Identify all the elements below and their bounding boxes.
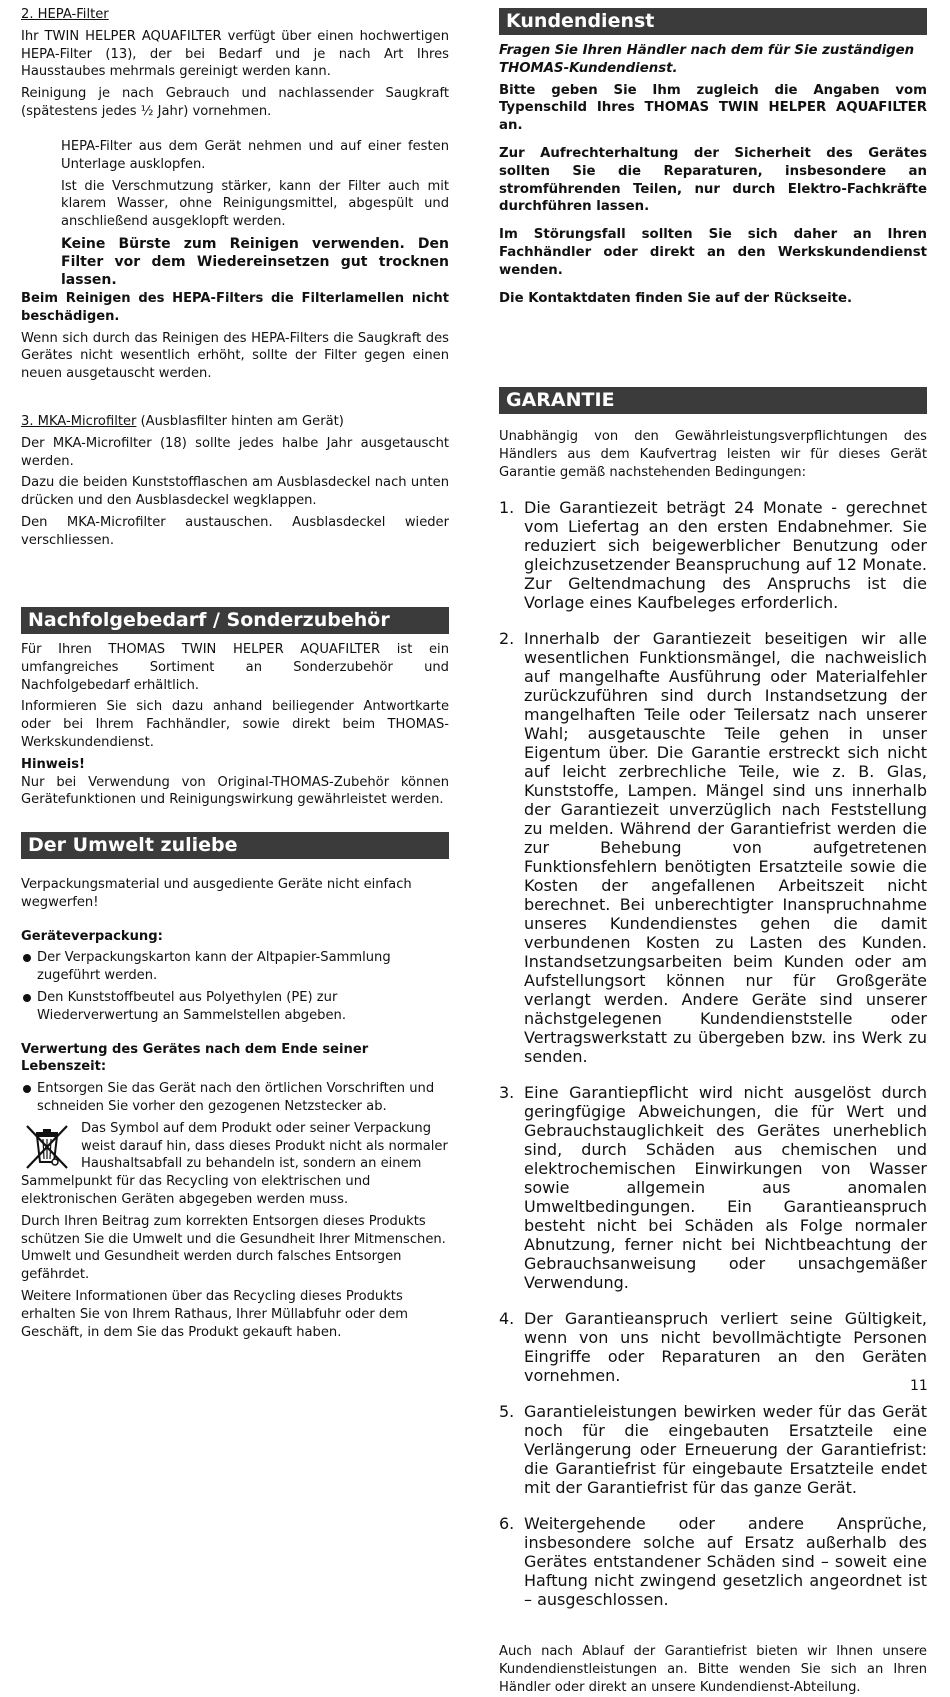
bullet-dot	[23, 994, 31, 1002]
hepa-cleaning-interval: Reinigung je nach Gebrauch und nachlassender Saugkraft (spätestens jedes ½ Jahr) vornehmen.	[21, 86, 449, 119]
hepa-replace-note: Wenn sich durch das Reinigen des HEPA-Filters die Saugkraft des Gerätes nicht wesentlich erhöht, sollte der Filter gegen einen neuen ausgetauscht werden.	[21, 330, 449, 382]
garantie-item-text: Der Garantieanspruch verliert seine Gültigkeit, wenn von uns nicht bevollmächtigte Personen Eingriffe oder Reparaturen an den Geräten vornehmen.	[524, 1309, 927, 1386]
hepa-section	[21, 6, 449, 121]
garantie-item-number: 3.	[499, 1083, 515, 1103]
garantie-section	[499, 428, 927, 1697]
kundendienst-ask-dealer: Fragen Sie Ihren Händler nach dem für Sie zuständigen THOMAS-Kundendienst.	[499, 43, 915, 76]
garantie-title: GARANTIE	[499, 387, 927, 414]
hepa-lamellae-warning: Beim Reinigen des HEPA-Filters die Filterlamellen nicht beschädigen.	[21, 291, 449, 324]
packaging-bullet-bag	[21, 989, 449, 1025]
bullet-dot	[23, 1085, 31, 1093]
packaging-subheading: Geräteverpackung:	[21, 928, 163, 944]
garantie-intro: Unabhängig von den Gewährleistungsverpflichtungen des Händlers aus dem Kaufvertrag leisten wir für dieses Gerät Garantie gemäß nachstehenden Bedingungen:	[499, 429, 927, 480]
garantie-item-number: 4.	[499, 1309, 515, 1329]
garantie-item-text: Innerhalb der Garantiezeit beseitigen wir alle wesentlichen Funktionsmängel, die nachweislich auf mangelhafte Ausführung oder Materialfehler zurückzuführen sind durch Instandsetzung der mangelhaften Teile oder Teilersatz nach unserer Wahl; ausgetauschte Teile gehen in unser Eigentum über. Die Garantie erstreckt sich nicht auf leicht zerbrechliche Teile, wie z. B. Glas, Kunststoffe, Lampen. Mängel sind uns innerhalb der Garantiezeit unverzüglich nach Feststellung zu melden. Während der Garantiefrist werden die zur Behebung von aufgetretenen Funktionsfehlern benötigten Ersatzteile sowie die Kosten der angefallenen Arbeitszeit nicht berechnet. Bei unberechtigter Inanspruchnahme unseres Kundendienstes gehen die damit verbundenen Kosten zu Lasten des Kunden. Instandsetzungsarbeiten beim Kunden oder am Aufstellungsort können nur für Großgeräte verlangt werden. Andere Geräte sind unserer nächstgelegenen Kundendienststelle oder Vertragswerkstatt zu übergeben bzw. ins Werk zu senden.	[524, 629, 927, 1067]
hepa-heading: 2. HEPA-Filter	[21, 7, 109, 22]
packaging-bullet-carton	[21, 949, 449, 985]
garantie-item-number: 1.	[499, 498, 515, 518]
weee-notice	[21, 1120, 449, 1209]
kundendienst-safety: Zur Aufrechterhaltung der Sicherheit des Gerätes sollten Sie die Reparaturen, insbesondere an stromführenden Teilen, nur durch Elektro-Fachkräfte durchführen lassen.	[499, 145, 927, 215]
garantie-item-text: Garantieleistungen bewirken weder für das Gerät noch für die eingebauten Ersatzteile eine Verlängerung oder Erneuerung der Garantiefrist: die Garantiefrist für eingebaute Ersatzteile endet mit der Garantiefrist für das ganze Gerät.	[524, 1402, 927, 1498]
crossed-out-bin-icon	[21, 1120, 73, 1172]
garantie-item	[499, 498, 927, 612]
garantie-item-number: 6.	[499, 1514, 515, 1534]
kundendienst-typeplate: Bitte geben Sie Ihm zugleich die Angaben vom Typenschild Ihres THOMAS TWIN HELPER AQUAFILTER an.	[499, 82, 927, 134]
weee-notice-text: Das Symbol auf dem Produkt oder seiner Verpackung weist darauf hin, dass dieses Produkt nicht als normaler Haushaltsabfall zu behandeln ist, sondern an einem Sammelpunkt für das Recycling von elektrischen und elektronischen Geräten abgegeben werden muss.	[21, 1120, 448, 1207]
garantie-item	[499, 1514, 927, 1609]
mka-replace-interval: Der MKA-Microfilter (18) sollte jedes halbe Jahr ausgetauscht werden.	[21, 435, 449, 469]
garantie-item-text: Eine Garantiepflicht wird nicht ausgelöst durch geringfügige Abweichungen, die für Wert und Gebrauchstauglichkeit des Gerätes unerheblich sind, durch Schäden aus chemischen und elektrochemischen Einwirkungen von Wasser sowie allgemein aus anomalen Umweltbedingungen. Ein Garantieanspruch besteht nicht bei Schäden als Folge normaler Abnutzung, ferner nicht bei Nichtbeachtung der Gebrauchsanweisung oder unsachgemäßer Verwendung.	[524, 1083, 927, 1293]
zubehoer-section	[21, 641, 449, 809]
garantie-item	[499, 1309, 927, 1385]
zubehoer-hint-label: Hinweis!	[21, 756, 85, 772]
umwelt-more-info: Weitere Informationen über das Recycling dieses Produkts erhalten Sie von Ihrem Rathaus, Ihrer Müllabfuhr oder dem Geschäft, in dem Sie das Produkt gekauft haben.	[21, 1288, 409, 1340]
kundendienst-contact-note: Die Kontaktdaten finden Sie auf der Rückseite.	[499, 290, 853, 306]
kundendienst-malfunction: Im Störungsfall sollten Sie sich daher an Ihren Fachhändler oder direkt an den Werkskundendienst wenden.	[499, 227, 927, 278]
mka-heading-note: (Ausblasfilter hinten am Gerät)	[136, 414, 344, 429]
umwelt-intro: Verpackungsmaterial und ausgediente Geräte nicht einfach wegwerfen!	[21, 877, 412, 910]
mka-heading-title: 3. MKA-Microfilter	[21, 414, 137, 429]
hepa-instructions	[21, 138, 449, 289]
hepa-instruction-knock: HEPA-Filter aus dem Gerät nehmen und auf einer festen Unterlage ausklopfen.	[61, 139, 449, 172]
zubehoer-intro: Für Ihren THOMAS TWIN HELPER AQUAFILTER ist ein umfangreiches Sortiment an Sonderzubehör und Nachfolgebedarf erhältlich.	[21, 642, 449, 693]
zubehoer-title: Nachfolgebedarf / Sonderzubehör	[21, 607, 449, 634]
kundendienst-section	[499, 42, 927, 307]
hepa-intro: Ihr TWIN HELPER AQUAFILTER verfügt über einen hochwertigen HEPA-Filter (13), der bei Bedarf und je nach Art Ihres Hausstaubes mehrmals gereinigt werden kann.	[21, 28, 449, 80]
mka-heading	[21, 413, 449, 431]
disposal-bullet	[21, 1080, 449, 1116]
garantie-item	[499, 1083, 927, 1292]
mka-exchange: Den MKA-Microfilter austauschen. Ausblasdeckel wieder verschliessen.	[21, 514, 449, 548]
garantie-item-text: Weitergehende oder andere Ansprüche, insbesondere solche auf Ersatz außerhalb des Gerätes entstandener Schäden sind – soweit eine Haftung nicht zwingend gesetzlich angeordnet ist – ausgeschlossen.	[524, 1514, 927, 1610]
hepa-notes	[21, 290, 449, 383]
umwelt-section	[21, 876, 449, 1341]
garantie-item-text: Die Garantiezeit beträgt 24 Monate - gerechnet vom Liefertag an den ersten Endabnehmer. Sie reduziert sich beigewerblicher Benutzung oder gleichzusetzender Beanspruchung auf 12 Monate. Zur Geltendmachung des Anspruchs ist die Vorlage eines Kaufbeleges erforderlich.	[524, 498, 927, 613]
mka-open-cover: Dazu die beiden Kunststofflaschen am Ausblasdeckel nach unten drücken und den Ausblasdeckel wegklappen.	[21, 475, 449, 509]
garantie-item-number: 5.	[499, 1402, 515, 1422]
garantie-outro: Auch nach Ablauf der Garantiefrist bieten wir Ihnen unsere Kundendienstleistungen an. Bitte wenden Sie sich an Ihren Händler oder direkt an unsere Kundendienst-Abteilung.	[499, 1644, 927, 1695]
garantie-item	[499, 629, 927, 1066]
page-number: 11	[910, 1378, 928, 1394]
bullet-dot	[23, 954, 31, 962]
mka-section	[21, 413, 449, 550]
umwelt-contribution: Durch Ihren Beitrag zum korrekten Entsorgen dieses Produkts schützen Sie die Umwelt und die Gesundheit Ihrer Mitmenschen. Umwelt und Gesundheit werden durch falsches Entsorgen gefährdet.	[21, 1213, 446, 1283]
bullet-text: Den Kunststoffbeutel aus Polyethylen (PE) zur Wiederverwertung an Sammelstellen abgeben.	[37, 989, 347, 1023]
garantie-item	[499, 1402, 927, 1497]
zubehoer-hint-text: Nur bei Verwendung von Original-THOMAS-Zubehör können Gerätefunktionen und Reinigungswirkung gewährleistet werden.	[21, 774, 449, 808]
umwelt-title: Der Umwelt zuliebe	[21, 832, 449, 859]
bullet-text: Der Verpackungskarton kann der Altpapier-Sammlung zugeführt werden.	[37, 950, 391, 984]
hepa-instruction-warning: Keine Bürste zum Reinigen verwenden. Den Filter vor dem Wiedereinsetzen gut trocknen lassen.	[61, 235, 449, 288]
zubehoer-info: Informieren Sie sich dazu anhand beiliegender Antwortkarte oder bei Ihrem Fachhändler, sowie direkt beim THOMAS-Werkskundendienst.	[21, 699, 449, 750]
hepa-instruction-rinse: Ist die Verschmutzung stärker, kann der Filter auch mit klarem Wasser, ohne Reinigungsmittel, abgespült und anschließend ausgeklopft werden.	[61, 178, 449, 230]
kundendienst-title: Kundendienst	[499, 8, 927, 35]
bullet-text: Entsorgen Sie das Gerät nach den örtlichen Vorschriften und schneiden Sie vorher den gezogenen Netzstecker ab.	[37, 1081, 435, 1114]
garantie-item-number: 2.	[499, 629, 515, 649]
disposal-subheading: Verwertung des Gerätes nach dem Ende seiner Lebenszeit:	[21, 1041, 369, 1075]
